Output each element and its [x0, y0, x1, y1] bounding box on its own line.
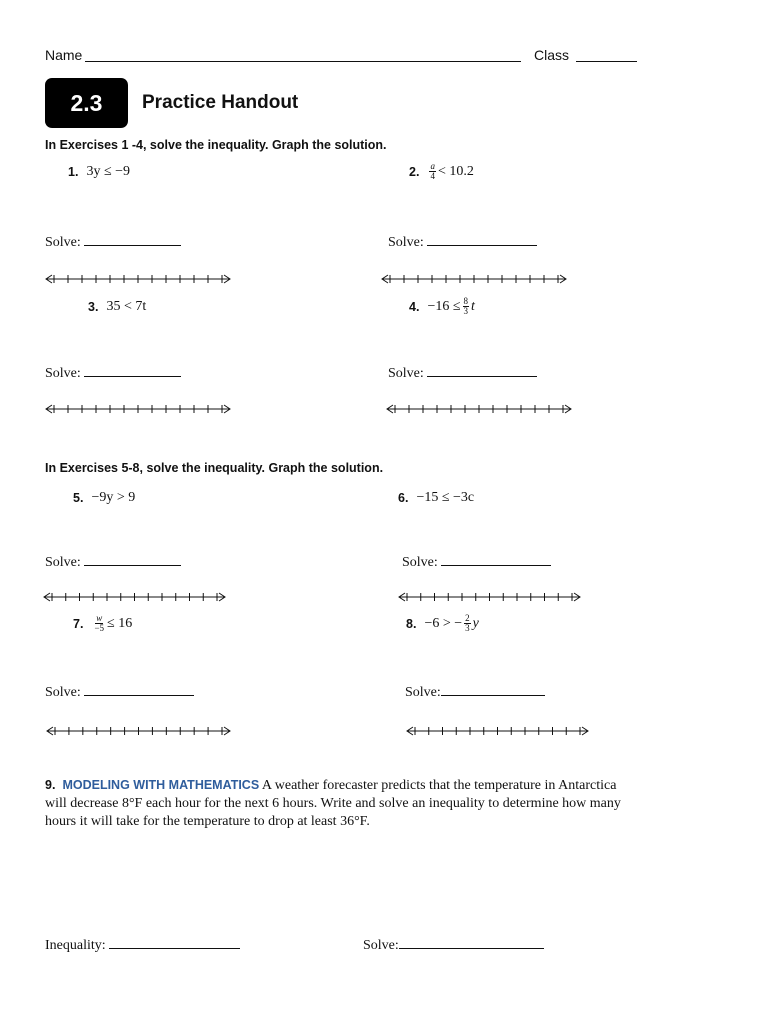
fraction: $\frac{8}{3}$: [463, 296, 469, 316]
exercise-8: 8. −6 > − $\frac{2}{3}$ y: [406, 613, 479, 633]
fraction: $\frac{w}{-5}$: [94, 613, 105, 633]
section-badge: 2.3: [45, 78, 128, 128]
exercise-expression: ≤ 16: [107, 615, 133, 631]
exercise-4: 4. −16 ≤ $\frac{8}{3}$ t: [409, 296, 475, 316]
solve-row-4: Solve:: [388, 364, 537, 382]
exercise-expression: −9y > 9: [91, 490, 136, 505]
number-line[interactable]: [381, 272, 567, 286]
number-line[interactable]: [45, 272, 231, 286]
solve-field[interactable]: [84, 364, 181, 377]
inequality-row: Inequality:: [45, 936, 240, 954]
solve-field[interactable]: [399, 936, 544, 949]
solve-field[interactable]: [441, 683, 545, 696]
inequality-field[interactable]: [109, 936, 240, 949]
number-line[interactable]: [386, 402, 572, 416]
number-line[interactable]: [43, 590, 226, 604]
exercise-expression: −15 ≤ −3c: [416, 490, 475, 505]
solve-field[interactable]: [84, 553, 181, 566]
name-field[interactable]: [85, 61, 521, 62]
solve-field[interactable]: [427, 233, 537, 246]
number-line[interactable]: [45, 402, 231, 416]
solve-row-6: Solve:: [402, 553, 551, 571]
solve-row-5: Solve:: [45, 553, 181, 571]
solve-field[interactable]: [84, 233, 181, 246]
number-line[interactable]: [46, 724, 231, 738]
name-label: Name: [45, 47, 83, 63]
fraction: $\frac{a}{4}$: [430, 161, 435, 181]
q9-solve-row: Solve:: [363, 936, 544, 954]
question-tag: MODELING WITH MATHEMATICS: [62, 778, 260, 792]
solve-row-1: Solve:: [45, 233, 181, 251]
exercise-1: [68, 164, 130, 180]
exercise-expression: 35 < 7t: [106, 299, 147, 314]
question-9: [45, 776, 625, 831]
exercise-number: 5.: [73, 491, 84, 505]
number-line[interactable]: [398, 590, 581, 604]
exercise-number: 7.: [73, 616, 84, 631]
exercise-6: [398, 490, 474, 506]
exercise-number: 4.: [409, 299, 420, 314]
exercise-5: [73, 490, 135, 506]
solve-row-2: Solve:: [388, 233, 537, 251]
exercise-number: 1.: [68, 165, 79, 179]
section2-instructions: In Exercises 5-8, solve the inequality. Graph the solution.: [45, 461, 384, 475]
section1-instructions: In Exercises 1 -4, solve the inequality. Graph the solution.: [45, 138, 387, 152]
exercise-expression: < 10.2: [437, 163, 474, 179]
exercise-number: 6.: [398, 491, 409, 505]
page-title: Practice Handout: [142, 92, 299, 113]
solve-row-8: Solve:: [405, 683, 545, 701]
question-text: A weather forecaster predicts that the temperature in Antarctica will decrease 8°F each hour for the next 6 hours. Write and solve an inequality to determine how many hours it will take for the temperature to drop at least 36°F.: [45, 778, 621, 829]
solve-row-7: Solve:: [45, 683, 194, 701]
exercise-expression: 3y ≤ −9: [86, 164, 131, 179]
exercise-number: 3.: [88, 300, 99, 314]
solve-field[interactable]: [84, 683, 194, 696]
class-label: Class: [534, 47, 570, 63]
number-line[interactable]: [406, 724, 589, 738]
exercise-number: 2.: [409, 164, 420, 179]
question-number: 9.: [45, 778, 56, 792]
exercise-7: [73, 614, 132, 633]
exercise-3: [88, 299, 146, 315]
solve-field[interactable]: [441, 553, 551, 566]
fraction: $\frac{2}{3}$: [465, 613, 470, 633]
exercise-number: 8.: [406, 616, 417, 631]
solve-field[interactable]: [427, 364, 537, 377]
exercise-2: [409, 162, 474, 181]
solve-row-3: Solve:: [45, 364, 181, 382]
class-field[interactable]: [576, 61, 637, 62]
